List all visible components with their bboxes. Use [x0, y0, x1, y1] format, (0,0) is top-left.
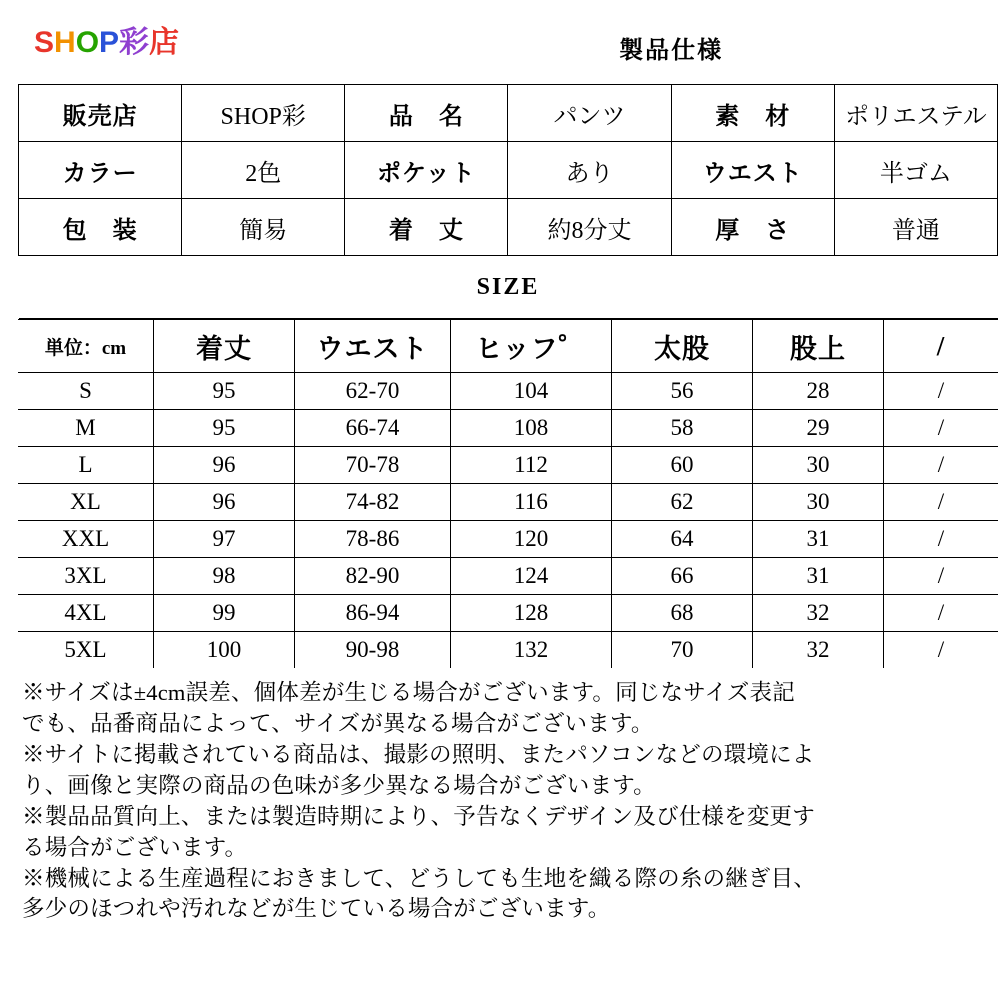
note-line: ※サイズは±4cm誤差、個体差が生じる場合がございます。同じなサイズ表記	[22, 680, 795, 705]
table-cell: 78-86	[295, 521, 451, 558]
table-row	[18, 521, 998, 558]
spec-value: パンツ	[508, 85, 671, 142]
spec-value: 半ゴム	[834, 142, 997, 199]
shop-logo	[34, 28, 179, 58]
table-cell: 31	[753, 521, 884, 558]
table-cell: /	[884, 373, 999, 410]
table-row	[19, 85, 998, 142]
table-cell: 70	[612, 632, 753, 669]
table-cell: XL	[18, 484, 154, 521]
table-cell: 95	[154, 410, 295, 447]
table-cell: 90-98	[295, 632, 451, 669]
table-cell: 100	[154, 632, 295, 669]
note-line: ※機械による生産過程におきまして、どうしても生地を織る際の糸の継ぎ目、	[22, 865, 817, 891]
size-header-thigh: 太股	[612, 320, 753, 373]
note-line: ※サイトに掲載されている商品は、撮影の照明、またパソコンなどの環境によ	[22, 741, 815, 767]
table-cell: /	[884, 558, 999, 595]
logo-char: 彩	[119, 26, 150, 59]
note-line: り、画像と実際の商品の色味が多少異なる場合がございます。	[22, 772, 656, 798]
notes-section	[22, 678, 978, 924]
table-cell: 98	[154, 558, 295, 595]
table-cell: M	[18, 410, 154, 447]
table-cell: 70-78	[295, 447, 451, 484]
size-header-blank: /	[884, 320, 999, 373]
spec-label: 着 丈	[345, 199, 508, 256]
size-table-body	[18, 373, 998, 669]
table-cell: 66	[612, 558, 753, 595]
table-cell: 62	[612, 484, 753, 521]
table-cell: 108	[451, 410, 612, 447]
spec-label: 品 名	[345, 85, 508, 142]
table-cell: 132	[451, 632, 612, 669]
spec-value: SHOP彩	[182, 85, 345, 142]
table-cell: 128	[451, 595, 612, 632]
table-row	[18, 558, 998, 595]
table-row	[19, 199, 998, 256]
table-row	[18, 595, 998, 632]
table-cell: /	[884, 595, 999, 632]
spec-label: 販売店	[19, 85, 182, 142]
size-header-rise: 股上	[753, 320, 884, 373]
spec-label: 包 装	[19, 199, 182, 256]
page-title: 製品仕様	[345, 10, 998, 85]
note-line: ※製品品質向上、または製造時期により、予告なくデザイン及び仕様を変更す	[22, 803, 815, 829]
table-cell: 86-94	[295, 595, 451, 632]
spec-label: 素 材	[671, 85, 834, 142]
table-cell: 28	[753, 373, 884, 410]
table-cell: 74-82	[295, 484, 451, 521]
table-cell: 95	[154, 373, 295, 410]
table-cell: 124	[451, 558, 612, 595]
spec-value: 約8分丈	[508, 199, 671, 256]
table-cell: 58	[612, 410, 753, 447]
table-cell: 112	[451, 447, 612, 484]
table-cell: 56	[612, 373, 753, 410]
table-row	[18, 484, 998, 521]
table-cell: 64	[612, 521, 753, 558]
table-cell: 29	[753, 410, 884, 447]
table-row	[18, 373, 998, 410]
logo-char: O	[75, 26, 100, 59]
size-header-unit: 単位：cm	[18, 320, 154, 373]
table-row	[18, 447, 998, 484]
table-row	[18, 410, 998, 447]
logo-char: 店	[149, 26, 180, 59]
size-header-waist: ウエスト	[295, 320, 451, 373]
table-cell: 82-90	[295, 558, 451, 595]
table-row	[18, 632, 998, 669]
table-cell: /	[884, 484, 999, 521]
spec-value: ポリエステル	[834, 85, 997, 142]
table-cell: /	[884, 447, 999, 484]
size-header-hip: ヒッフ゜	[451, 320, 612, 373]
table-cell: 96	[154, 484, 295, 521]
size-header-length: 着丈	[154, 320, 295, 373]
table-cell: 60	[612, 447, 753, 484]
table-cell: /	[884, 632, 999, 669]
spec-value: あり	[508, 142, 671, 199]
note-line: る場合がございます。	[22, 834, 248, 860]
logo-char: H	[54, 26, 76, 59]
spec-value: 2色	[182, 142, 345, 199]
spec-label: カラー	[19, 142, 182, 199]
table-row	[19, 142, 998, 199]
note-line: でも、品番商品によって、サイズが異なる場合がございます。	[22, 710, 654, 736]
size-table	[18, 319, 998, 668]
logo-char: S	[34, 26, 55, 59]
table-cell: 97	[154, 521, 295, 558]
logo-cell-2	[182, 10, 345, 85]
spec-label: ウエスト	[671, 142, 834, 199]
table-cell: /	[884, 521, 999, 558]
spec-label: ポケット	[345, 142, 508, 199]
spec-label: 厚 さ	[671, 199, 834, 256]
table-cell: 3XL	[18, 558, 154, 595]
table-cell: 30	[753, 484, 884, 521]
table-cell: /	[884, 410, 999, 447]
table-cell: 66-74	[295, 410, 451, 447]
table-cell: 99	[154, 595, 295, 632]
spec-value: 簡易	[182, 199, 345, 256]
table-cell: 31	[753, 558, 884, 595]
table-cell: XXL	[18, 521, 154, 558]
table-cell: 62-70	[295, 373, 451, 410]
table-cell: L	[18, 447, 154, 484]
table-cell: 4XL	[18, 595, 154, 632]
note-line: 多少のほつれや汚れなどが生じている場合がございます。	[22, 896, 611, 922]
size-section-title: SIZE	[19, 256, 998, 319]
table-cell: 68	[612, 595, 753, 632]
table-cell: 96	[154, 447, 295, 484]
table-cell: 116	[451, 484, 612, 521]
size-title-row	[19, 256, 998, 319]
table-cell: 104	[451, 373, 612, 410]
table-cell: S	[18, 373, 154, 410]
table-cell: 120	[451, 521, 612, 558]
spec-value: 普通	[834, 199, 997, 256]
table-cell: 30	[753, 447, 884, 484]
size-table-header-row	[18, 320, 998, 373]
table-cell: 5XL	[18, 632, 154, 669]
table-cell: 32	[753, 595, 884, 632]
logo-char: P	[99, 26, 120, 59]
table-cell: 32	[753, 632, 884, 669]
